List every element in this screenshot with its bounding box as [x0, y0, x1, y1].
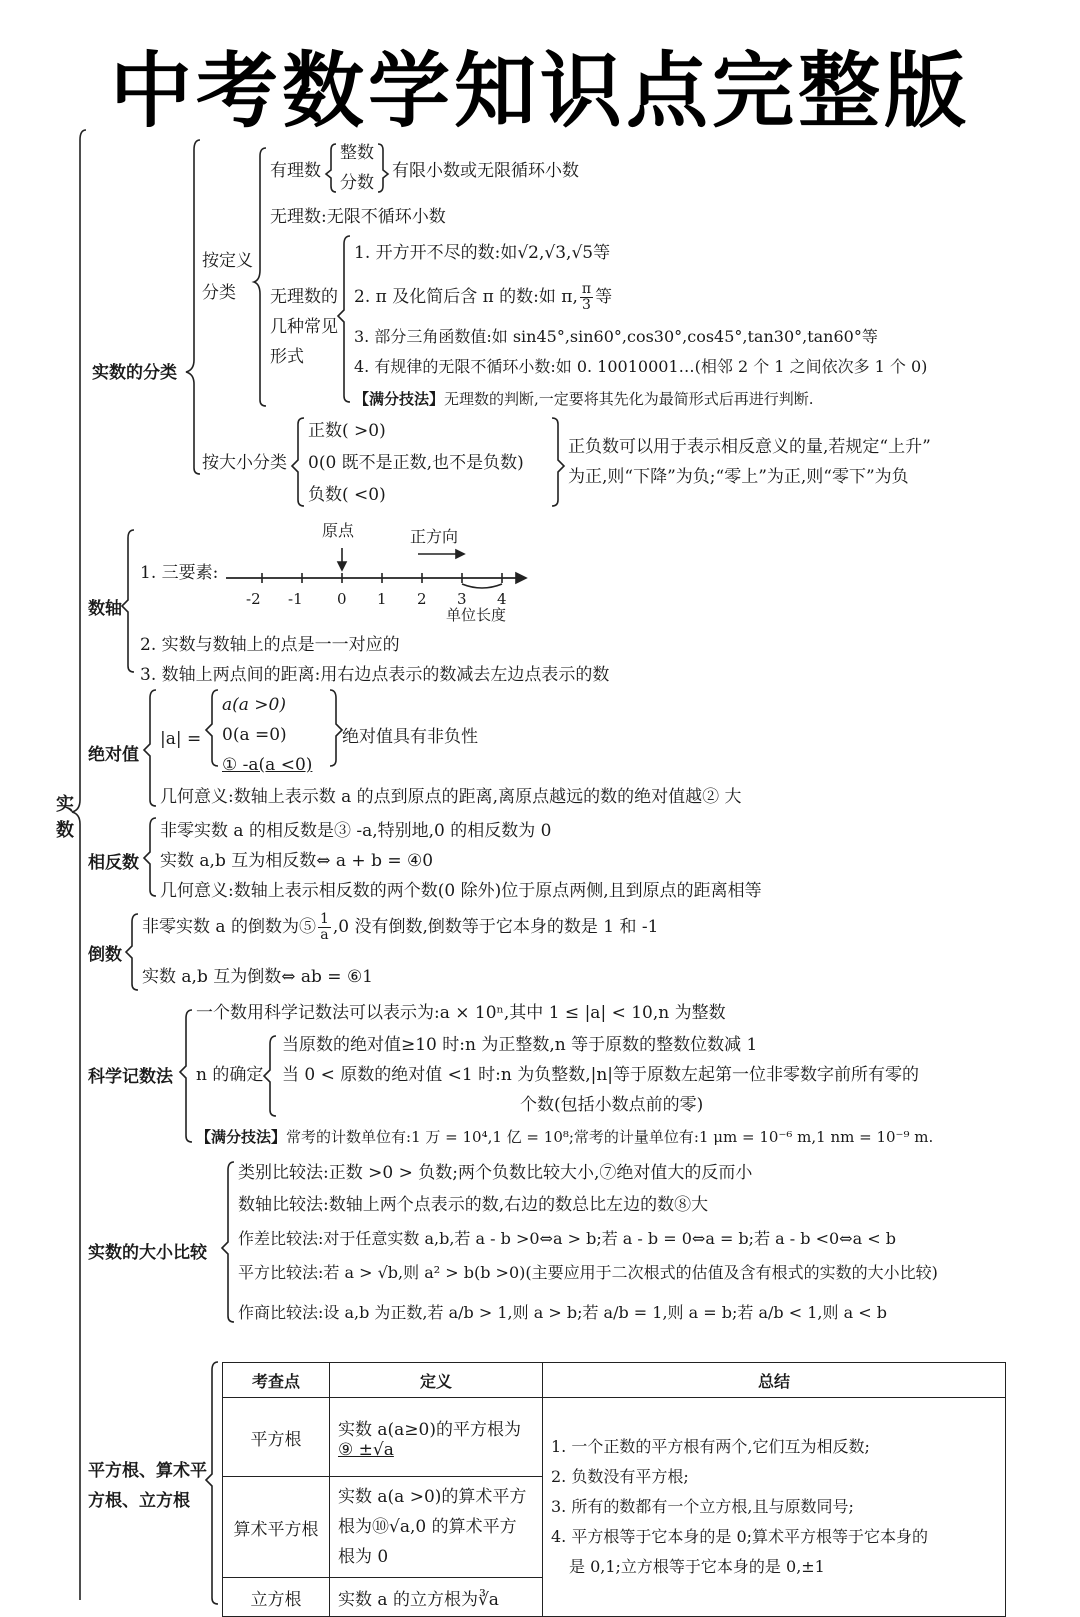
- size-brace: [292, 418, 304, 506]
- one-over-a-fraction: [318, 912, 331, 943]
- rational-label: 有理数: [270, 161, 321, 181]
- numberline-brace: [122, 530, 134, 672]
- definition-cube-root: 实数 a 的立方根为∛a: [330, 1578, 543, 1617]
- reciprocal-brace: [126, 914, 138, 990]
- irrational-item-1: 1. 开方开不尽的数:如√2,√3,√5等: [354, 243, 611, 263]
- summary-cell: [543, 1398, 1006, 1617]
- tip-text: 常考的计数单位有:1 万 = 10⁴,1 亿 = 10⁸;常考的计量单位有:1 μm = 10⁻⁶ m,1 nm = 10⁻⁹ m.: [286, 1128, 934, 1146]
- definition-arithmetic-root: [330, 1477, 543, 1578]
- comparison-heading: 实数的大小比较: [88, 1243, 207, 1263]
- root-label: 实数: [56, 794, 74, 841]
- reciprocal-text-suffix: ,0 没有倒数,倒数等于它本身的数是 1 和 -1: [332, 917, 659, 937]
- comparison-method-2: 数轴比较法:数轴上两个点表示的数,右边的数总比左边的数⑧大: [238, 1195, 709, 1215]
- definition-brace: [254, 148, 266, 406]
- absolute-note: 绝对值具有非负性: [342, 727, 478, 747]
- rational-brace: [326, 144, 336, 192]
- by-size-label: 按大小分类: [202, 453, 287, 473]
- tip-text: 无理数的判断,一定要将其先化为最简形式后再进行判断.: [444, 390, 814, 408]
- irrational-brace: [338, 236, 350, 402]
- size-note-1: 正负数可以用于表示相反意义的量,若规定“上升”: [568, 437, 931, 457]
- summary-item: 1. 一个正数的平方根有两个,它们互为相反数;: [551, 1437, 870, 1456]
- absolute-cases-brace: [206, 690, 218, 766]
- root-brace: [72, 130, 86, 1600]
- definition-line: 根为⑩√a,0 的算术平方: [338, 1517, 517, 1537]
- opposite-line-1: 非零实数 a 的相反数是③ -a,特别地,0 的相反数为 0: [160, 821, 552, 841]
- fraction-numerator: π: [581, 281, 592, 297]
- numberline-heading: 数轴: [88, 599, 122, 619]
- irrational-item-3: 3. 部分三角函数值:如 sin45°,sin60°,cos30°,cos45°,tan30°,tan60°等: [354, 327, 878, 346]
- scientific-heading: 科学记数法: [88, 1067, 173, 1087]
- irrational-item-4: 4. 有规律的无限不循环小数:如 0. 10010001…(相邻 2 个 1 之间依次多 1 个 0): [354, 357, 928, 376]
- summary-item: 3. 所有的数都有一个立方根,且与原数同号;: [551, 1497, 854, 1516]
- opposite-heading: 相反数: [88, 853, 139, 873]
- irrational-forms-label-1: 无理数的: [270, 287, 338, 307]
- column-header-summary: 总结: [543, 1363, 1006, 1398]
- comparison-method-1: 类别比较法:正数 >0 > 负数;两个负数比较大小,⑦绝对值大的反而小: [238, 1163, 753, 1183]
- tick-label: 2: [417, 590, 427, 608]
- numberline-item-3: 3. 数轴上两点间的距离:用右边点表示的数减去左边点表示的数: [140, 665, 610, 685]
- table-row: [223, 1398, 1006, 1477]
- reciprocal-line-2: 实数 a,b 互为倒数⇔ ab = ⑥1: [142, 967, 374, 987]
- opposite-line-2: 实数 a,b 互为相反数⇔ a + b = ④0: [160, 851, 434, 871]
- tick-label: 4: [497, 590, 507, 608]
- fraction-numerator: 1: [319, 911, 329, 927]
- roots-brace: [206, 1362, 218, 1604]
- absolute-cases-right: [330, 690, 342, 766]
- scientific-case-1: 当原数的绝对值≥10 时:n 为正整数,n 等于原数的整数位数减 1: [282, 1035, 758, 1055]
- comparison-brace: [222, 1162, 234, 1322]
- column-header-definition: 定义: [330, 1363, 543, 1398]
- origin-label: 原点: [322, 521, 355, 540]
- irrational-definition: 无理数:无限不循环小数: [270, 207, 446, 227]
- summary-item: 是 0,1;立方根等于它本身的是 0,±1: [569, 1557, 825, 1576]
- numberline-item-1: 1. 三要素:: [140, 563, 219, 583]
- opposite-brace: [144, 818, 156, 896]
- reciprocal-text: 非零实数 a 的倒数为⑤: [142, 917, 316, 937]
- negative-label: 负数( <0): [308, 485, 386, 505]
- size-note-2: 为正,则“下降”为负;“零上”为正,则“零下”为负: [568, 467, 909, 487]
- irrational-item-2-suffix: 等: [595, 287, 613, 307]
- irrational-item-2: [354, 282, 612, 313]
- integer-label: 整数: [340, 143, 374, 163]
- classification-brace: [186, 140, 200, 474]
- definition-square-root: [330, 1398, 543, 1477]
- fraction-label: 分数: [340, 173, 374, 193]
- definition-answer: ⑨ ±√a: [338, 1439, 394, 1460]
- summary-item: 2. 负数没有平方根;: [551, 1467, 689, 1486]
- zero-label: 0(0 既不是正数,也不是负数): [308, 453, 524, 473]
- definition-line: 实数 a(a≥0)的平方根为: [338, 1419, 521, 1440]
- reciprocal-line-1: [142, 912, 659, 943]
- by-definition-label-1: 按定义: [202, 251, 253, 271]
- absolute-geometry: 几何意义:数轴上表示数 a 的点到原点的距离,离原点越远的数的绝对值越② 大: [160, 787, 742, 807]
- numberline-item-2: 2. 实数与数轴上的点是一一对应的: [140, 635, 400, 655]
- fraction-denominator: a: [320, 927, 329, 943]
- irrational-forms-label-2: 几种常见: [270, 317, 338, 337]
- size-brace-right: [552, 418, 564, 506]
- by-definition-label-2: 分类: [202, 283, 236, 303]
- column-header-point: 考查点: [223, 1363, 330, 1398]
- classification-heading: 实数的分类: [92, 363, 177, 383]
- scientific-case-2: 当 0 < 原数的绝对值 <1 时:n 为负整数,|n|等于原数左起第一位非零数字前所有零的: [282, 1065, 920, 1085]
- scientific-line-1: 一个数用科学记数法可以表示为:a × 10ⁿ,其中 1 ≤ |a| < 10,n 为整数: [196, 1003, 726, 1023]
- n-brace: [264, 1036, 276, 1116]
- tick-label: 1: [377, 590, 387, 608]
- direction-label: 正方向: [410, 527, 459, 546]
- absolute-heading: 绝对值: [88, 745, 139, 765]
- table-header-row: [223, 1363, 1006, 1398]
- irrational-item-2-text: 2. π 及化简后含 π 的数:如 π,: [354, 287, 578, 307]
- reciprocal-heading: 倒数: [88, 945, 122, 965]
- scientific-brace: [180, 1010, 192, 1142]
- comparison-method-4: 平方比较法:若 a > √b,则 a² > b(b >0)(主要应用于二次根式的估值及含有根式的实数的大小比较): [238, 1263, 938, 1282]
- tip-label: 【满分技法】: [354, 390, 445, 408]
- numberline-arrow: [516, 573, 526, 583]
- absolute-brace: [144, 690, 156, 806]
- opposite-line-3: 几何意义:数轴上表示相反数的两个数(0 除外)位于原点两侧,且到原点的距离相等: [160, 881, 762, 901]
- definition-line: 实数 a(a >0)的算术平方: [338, 1487, 527, 1507]
- tick-label: 0: [337, 590, 347, 608]
- tick-label: 3: [457, 590, 467, 608]
- positive-label: 正数( >0): [308, 421, 386, 441]
- rational-brace-right: [378, 144, 388, 192]
- comparison-method-5: 作商比较法:设 a,b 为正数,若 a/b > 1,则 a > b;若 a/b = 1,则 a = b;若 a/b < 1,则 a < b: [238, 1303, 887, 1322]
- fraction-denominator: 3: [582, 297, 591, 313]
- point-cube-root: 立方根: [223, 1578, 330, 1617]
- absolute-case-2: 0(a =0): [222, 725, 287, 745]
- n-determination-label: n 的确定: [196, 1065, 264, 1085]
- point-arithmetic-root: 算术平方根: [223, 1477, 330, 1578]
- absolute-case-3: ① -a(a <0): [222, 755, 313, 775]
- scientific-tip: [196, 1126, 933, 1147]
- classification-tip: [354, 388, 814, 409]
- tick-label: -1: [288, 590, 303, 608]
- comparison-method-3: 作差比较法:对于任意实数 a,b,若 a - b >0⇔a > b;若 a - b = 0⇔a = b;若 a - b <0⇔a < b: [238, 1229, 896, 1248]
- absolute-lhs: |a| =: [160, 729, 202, 749]
- tick-label: -2: [246, 590, 261, 608]
- absolute-case-1: a(a >0): [222, 695, 286, 715]
- irrational-forms-label-3: 形式: [270, 347, 304, 367]
- page-title: 中考数学知识点完整版: [109, 44, 970, 139]
- unit-length-label: 单位长度: [446, 606, 507, 624]
- roots-heading-2: 方根、立方根: [88, 1491, 190, 1511]
- roots-heading-1: 平方根、算术平: [88, 1461, 207, 1481]
- definition-line: 根为 0: [338, 1547, 389, 1567]
- rational-note: 有限小数或无限循环小数: [392, 161, 579, 181]
- scientific-case-2b: 个数(包括小数点前的零): [520, 1095, 704, 1115]
- roots-table: [222, 1362, 1006, 1617]
- tip-label: 【满分技法】: [196, 1128, 287, 1146]
- pi-over-3-fraction: [580, 282, 593, 313]
- summary-item: 4. 平方根等于它本身的是 0;算术平方根等于它本身的: [551, 1527, 929, 1546]
- point-square-root: 平方根: [223, 1398, 330, 1477]
